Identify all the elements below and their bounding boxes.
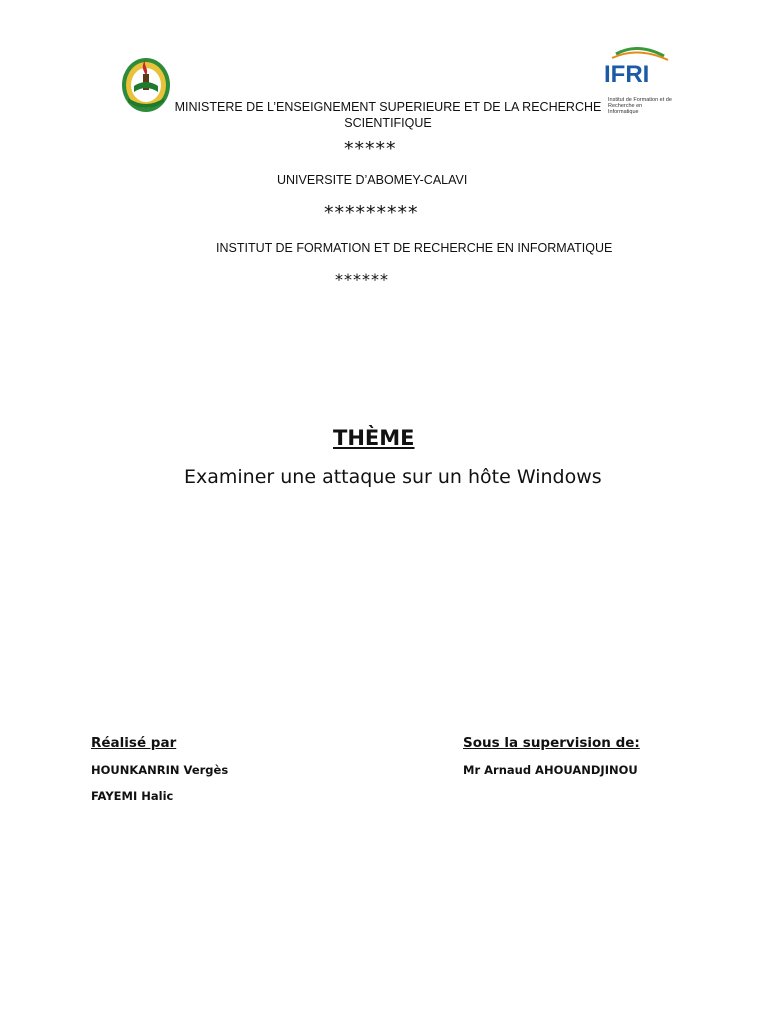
ifri-logo-icon [602, 44, 674, 92]
ifri-logo-text: IFRI [604, 61, 650, 88]
author-name: HOUNKANRIN Vergès [91, 763, 229, 777]
ifri-caption-line2: Recherche en Informatique [608, 103, 643, 115]
ministry-line1: MINISTERE DE L’ENSEIGNEMENT SUPERIEURE ET DE LA RECHERCHE [174, 100, 602, 114]
separator-stars-1: ***** [344, 138, 397, 160]
institute-name: INSTITUT DE FORMATION ET DE RECHERCHE EN INFORMATIQUE [216, 241, 613, 255]
author-name: FAYEMI Halic [91, 789, 174, 803]
ifri-caption-line1: Institut de Formation et de [608, 97, 672, 103]
separator-stars-2: ********* [324, 202, 419, 224]
document-subject: Examiner une attaque sur un hôte Windows [184, 466, 602, 488]
supervisor-heading: Sous la supervision de: [463, 735, 640, 751]
ministry-line2: SCIENTIFIQUE [344, 116, 432, 130]
ministry-heading [150, 99, 626, 131]
theme-label: THÈME [333, 426, 415, 450]
supervisor-name: Mr Arnaud AHOUANDJINOU [463, 763, 638, 777]
university-name: UNIVERSITE D’ABOMEY-CALAVI [277, 173, 468, 187]
authors-heading: Réalisé par [91, 735, 177, 751]
separator-stars-3: ****** [335, 270, 389, 289]
